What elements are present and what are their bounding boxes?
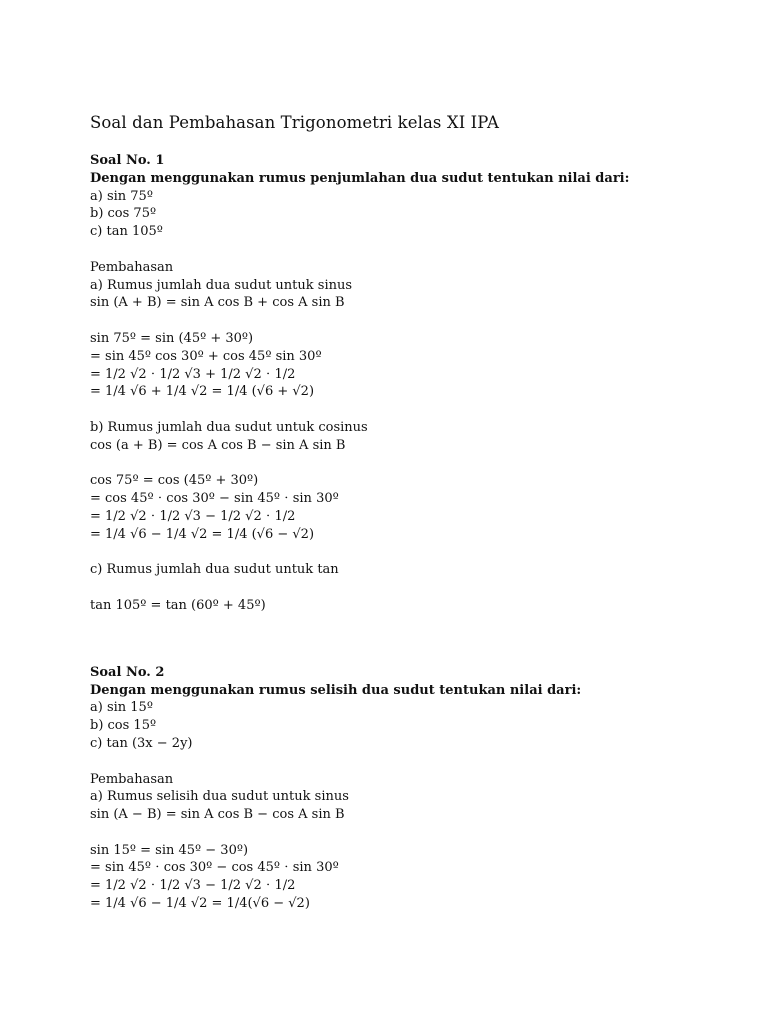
soal-2-part-a-step: = sin 45º ⋅ cos 30º − cos 45º ⋅ sin 30º	[90, 860, 339, 876]
document-title: Soal dan Pembahasan Trigonometri kelas XI IPA	[90, 113, 499, 132]
soal-2-heading: Soal No. 2	[90, 664, 165, 680]
soal-2-section	[90, 664, 730, 913]
soal-1-part-b-step: cos 75º = cos (45º + 30º)	[90, 473, 259, 489]
soal-2-pembahasan-label: Pembahasan	[90, 771, 174, 787]
soal-1-part-a-step: = sin 45º cos 30º + cos 45º sin 30º	[90, 348, 322, 364]
soal-2-part-a-step: = 1/4 √6 − 1/4 √2 = 1/4(√6 − √2)	[90, 896, 310, 912]
soal-2-part-a-step: sin 15º = sin 45º − 30º)	[90, 842, 249, 858]
soal-1-section	[90, 152, 730, 615]
soal-1-part-a-step: = 1/4 √6 + 1/4 √2 = 1/4 (√6 + √2)	[90, 384, 315, 400]
soal-2-item-c: c) tan (3x − 2y)	[90, 735, 193, 751]
soal-1-part-a-step: = 1/2 √2 ⋅ 1/2 √3 + 1/2 √2 ⋅ 1/2	[90, 366, 296, 382]
soal-1-part-b-step: = 1/2 √2 ⋅ 1/2 √3 − 1/2 √2 ⋅ 1/2	[90, 508, 296, 524]
soal-1-part-b-step: = 1/4 √6 − 1/4 √2 = 1/4 (√6 − √2)	[90, 526, 315, 542]
soal-1-part-b-step: = cos 45º ⋅ cos 30º − sin 45º ⋅ sin 30º	[90, 491, 339, 507]
document-page	[90, 112, 730, 913]
soal-1-part-c-step: tan 105º = tan (60º + 45º)	[90, 597, 266, 613]
soal-2-question: Dengan menggunakan rumus selisih dua sudut tentukan nilai dari:	[90, 682, 582, 698]
soal-1-part-b-label: b) Rumus jumlah dua sudut untuk cosinus	[90, 419, 368, 435]
soal-2-item-a: a) sin 15º	[90, 700, 153, 716]
soal-1-question: Dengan menggunakan rumus penjumlahan dua sudut tentukan nilai dari:	[90, 170, 630, 186]
soal-1-item-c: c) tan 105º	[90, 224, 163, 240]
soal-1-part-c-label: c) Rumus jumlah dua sudut untuk tan	[90, 562, 339, 578]
soal-1-part-a-label: a) Rumus jumlah dua sudut untuk sinus	[90, 277, 353, 293]
soal-1-part-b-formula: cos (a + B) = cos A cos B − sin A sin B	[90, 437, 346, 453]
soal-2-part-a-label: a) Rumus selisih dua sudut untuk sinus	[90, 789, 349, 805]
soal-2-item-b: b) cos 15º	[90, 718, 157, 734]
soal-2-part-a-formula: sin (A − B) = sin A cos B − cos A sin B	[90, 807, 345, 823]
soal-1-part-a-formula: sin (A + B) = sin A cos B + cos A sin B	[90, 295, 345, 311]
soal-1-part-a-step: sin 75º = sin (45º + 30º)	[90, 330, 254, 346]
soal-1-item-a: a) sin 75º	[90, 188, 153, 204]
soal-1-heading: Soal No. 1	[90, 153, 165, 168]
soal-1-pembahasan-label: Pembahasan	[90, 259, 174, 275]
soal-2-part-a-step: = 1/2 √2 ⋅ 1/2 √3 − 1/2 √2 ⋅ 1/2	[90, 878, 296, 894]
soal-1-item-b: b) cos 75º	[90, 206, 157, 222]
